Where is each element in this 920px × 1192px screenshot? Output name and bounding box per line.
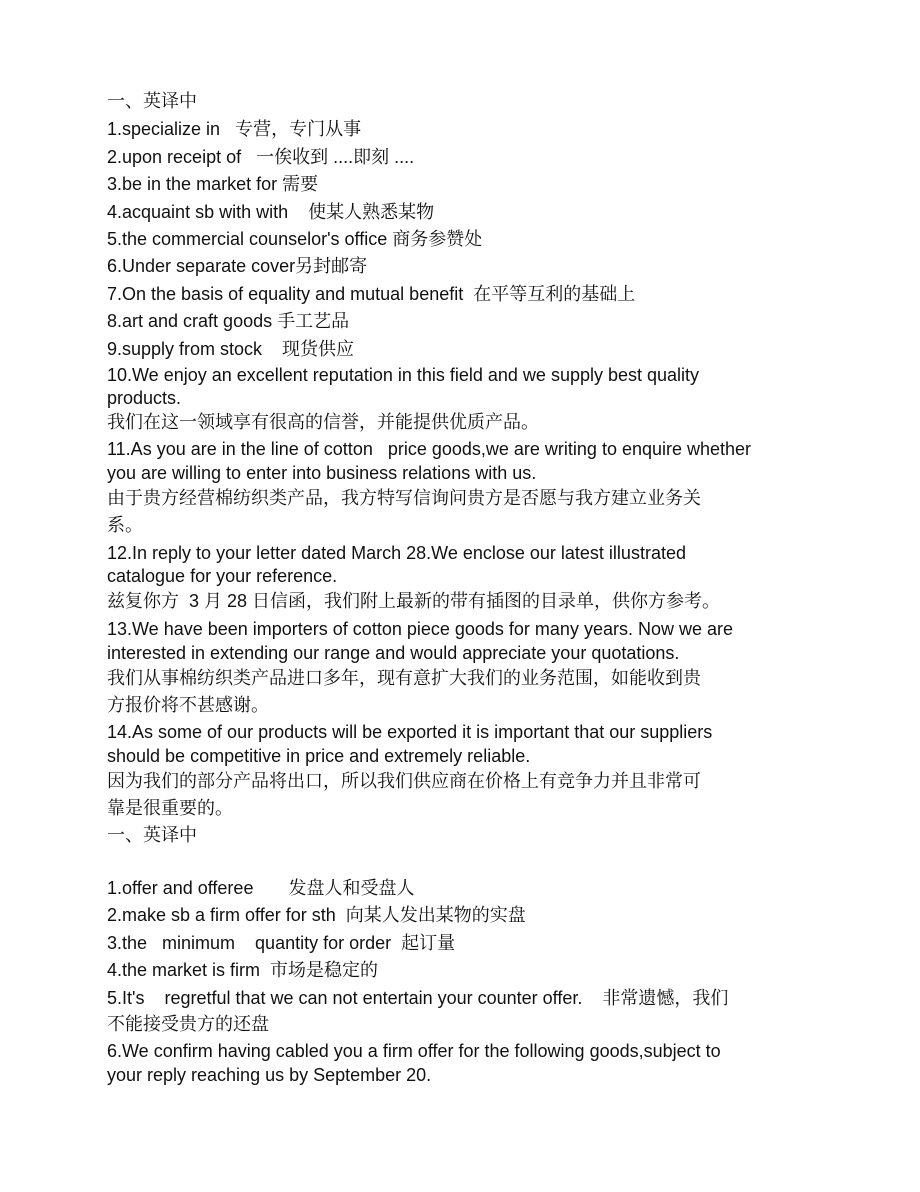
- list-item: 9.supply from stock 现货供应: [107, 339, 355, 359]
- list-item: 6.Under separate cover另封邮寄: [107, 256, 368, 276]
- list-item-translation: 我们在这一领域享有很高的信誉，并能提供优质产品。: [107, 412, 539, 432]
- list-item-continuation: interested in extending our range and would appreciate your quotations.: [107, 643, 680, 663]
- list-item-translation: 因为我们的部分产品将出口，所以我们供应商在价格上有竞争力并且非常可: [107, 771, 701, 791]
- list-item: 1.offer and offeree 发盘人和受盘人: [107, 878, 415, 898]
- list-item-translation: 不能接受贵方的还盘: [107, 1014, 269, 1034]
- list-item-translation: 我们从事棉纺织类产品进口多年，现有意扩大我们的业务范围，如能收到贵: [107, 668, 701, 688]
- list-item: 1.specialize in 专营，专门从事: [107, 119, 362, 139]
- list-item-continuation: your reply reaching us by September 20.: [107, 1065, 432, 1085]
- list-item-continuation: you are willing to enter into business relations with us.: [107, 463, 537, 483]
- list-item-translation: 方报价将不甚感谢。: [107, 695, 269, 715]
- list-item: 10.We enjoy an excellent reputation in this field and we supply best quality: [107, 365, 700, 385]
- list-item-translation: 兹复你方 3 月 28 日信函，我们附上最新的带有插图的目录单，供你方参考。: [107, 591, 721, 611]
- list-item: 5.It's regretful that we can not entertain your counter offer. 非常遗憾，我们: [107, 988, 729, 1008]
- list-item: 4.the market is firm 市场是稳定的: [107, 960, 379, 980]
- list-item-translation: 靠是很重要的。: [107, 798, 233, 818]
- list-item-continuation: products.: [107, 388, 182, 408]
- list-item-continuation: catalogue for your reference.: [107, 566, 338, 586]
- list-item: 5.the commercial counselor's office 商务参赞处: [107, 229, 483, 249]
- list-item-continuation: should be competitive in price and extremely reliable.: [107, 746, 531, 766]
- list-item: 12.In reply to your letter dated March 28.We enclose our latest illustrated: [107, 543, 686, 563]
- list-item: 2.upon receipt of 一俟收到 ....即刻 ....: [107, 147, 415, 167]
- list-item: 14.As some of our products will be exported it is important that our suppliers: [107, 722, 713, 742]
- list-item: 3.the minimum quantity for order 起订量: [107, 933, 456, 953]
- list-item: 6.We confirm having cabled you a firm offer for the following goods,subject to: [107, 1041, 721, 1061]
- section-heading: 一、英译中: [107, 91, 197, 111]
- list-item: 4.acquaint sb with with 使某人熟悉某物: [107, 202, 435, 222]
- list-item-translation: 由于贵方经营棉纺织类产品，我方特写信询问贵方是否愿与我方建立业务关: [107, 488, 701, 508]
- list-item: 3.be in the market for 需要: [107, 174, 319, 194]
- list-item: 11.As you are in the line of cotton price goods,we are writing to enquire whether: [107, 439, 752, 459]
- list-item: 8.art and craft goods 手工艺品: [107, 311, 350, 331]
- section-heading: 一、英译中: [107, 825, 197, 845]
- list-item-translation: 系。: [107, 515, 143, 535]
- list-item: 7.On the basis of equality and mutual benefit 在平等互利的基础上: [107, 284, 636, 304]
- list-item: 2.make sb a firm offer for sth 向某人发出某物的实盘: [107, 905, 526, 925]
- list-item: 13.We have been importers of cotton piece goods for many years. Now we are: [107, 619, 733, 639]
